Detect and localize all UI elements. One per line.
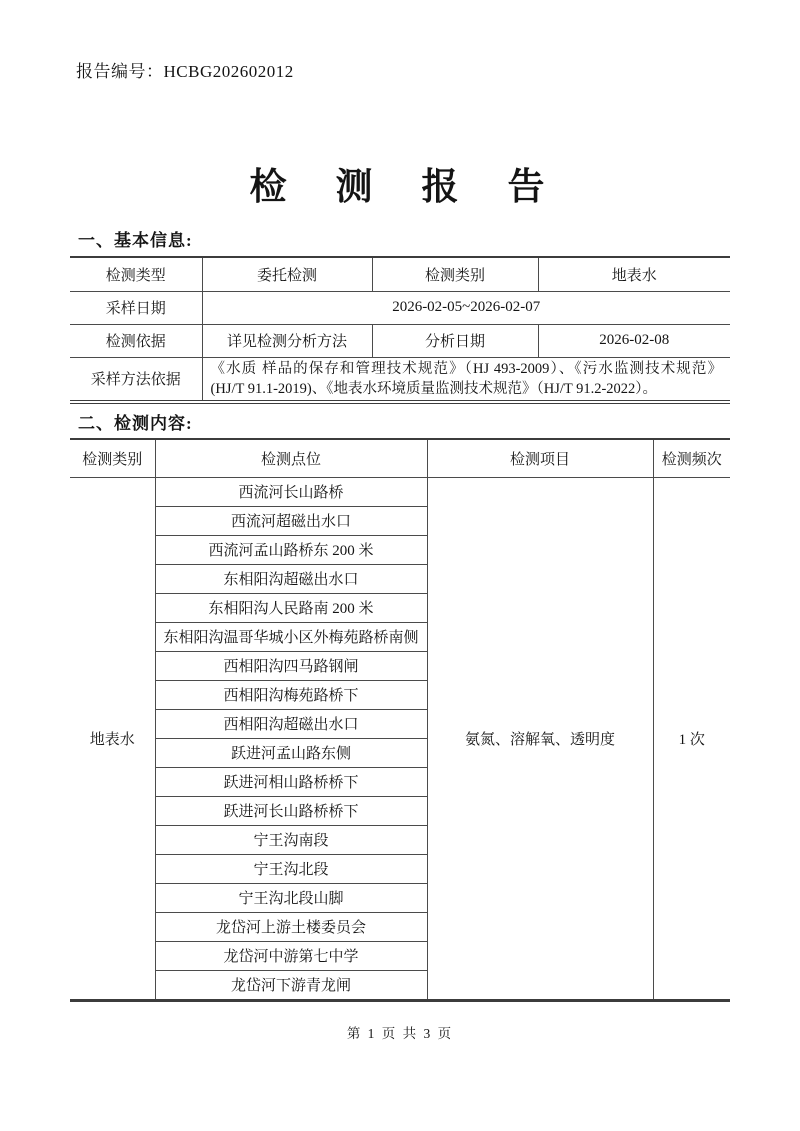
point-cell: 东相阳沟超磁出水口 [155,564,427,593]
test-type-value: 委托检测 [202,258,372,291]
basic-info-row-type [70,258,730,291]
basic-info-row-basis [70,324,730,357]
header-point: 检测点位 [155,440,427,477]
header-items: 检测项目 [427,440,653,477]
sampling-date-label: 采样日期 [70,291,202,324]
basic-info-table [70,256,730,404]
report-number: 报告编号：HCBG202602012 [76,62,294,81]
point-cell: 西相阳沟超磁出水口 [155,709,427,738]
point-cell: 跃进河长山路桥桥下 [155,796,427,825]
point-cell: 东相阳沟温哥华城小区外梅苑路桥南侧 [155,622,427,651]
header-frequency: 检测频次 [653,440,730,477]
point-cell: 跃进河相山路桥桥下 [155,767,427,796]
page-title: 检 测 报 告 [249,167,551,208]
analysis-date-label: 分析日期 [372,324,538,357]
sampling-method-label: 采样方法依据 [70,357,202,400]
point-cell: 西相阳沟梅苑路桥下 [155,680,427,709]
point-cell: 跃进河孟山路东侧 [155,738,427,767]
section-heading-content: 二、检测内容: [78,414,193,433]
basic-info-row-sampling-date [70,291,730,324]
analysis-date-value: 2026-02-08 [538,324,730,357]
point-cell: 龙岱河上游土楼委员会 [155,912,427,941]
footer-page-indicator: 第 1 页 共 3 页 [346,1026,454,1041]
frequency-cell: 1 次 [653,477,730,999]
basic-info-row-method [70,357,730,400]
test-basis-label: 检测依据 [70,324,202,357]
items-cell: 氨氮、溶解氧、透明度 [427,477,653,999]
point-cell: 宁王沟南段 [155,825,427,854]
content-table [70,438,730,1002]
point-cell: 西相阳沟四马路钢闸 [155,651,427,680]
test-basis-value: 详见检测分析方法 [202,324,372,357]
point-cell: 龙岱河中游第七中学 [155,941,427,970]
point-cell: 龙岱河下游青龙闸 [155,970,427,999]
point-cell: 宁王沟北段 [155,854,427,883]
test-category-label: 检测类别 [372,258,538,291]
point-cell: 西流河超磁出水口 [155,506,427,535]
point-cell: 西流河孟山路桥东 200 米 [155,535,427,564]
category-cell: 地表水 [70,477,155,999]
test-type-label: 检测类型 [105,267,166,284]
point-cell: 宁王沟北段山脚 [155,883,427,912]
sampling-date-value: 2026-02-05~2026-02-07 [202,291,730,324]
point-cell: 东相阳沟人民路南 200 米 [155,593,427,622]
point-row [70,477,730,506]
header-category: 检测类别 [82,451,143,468]
point-cell: 西流河长山路桥 [155,477,427,506]
section-heading-basic-info: 一、基本信息: [78,231,193,250]
content-table-header-row [70,440,730,477]
test-category-value: 地表水 [538,258,730,291]
sampling-method-value: 《水质 样品的保存和管理技术规范》（HJ 493-2009）、《污水监测技术规范》(HJ/T 91.1-2019)、《地表水环境质量监测技术规范》（HJ/T 91.2-2022）。 [202,357,730,400]
